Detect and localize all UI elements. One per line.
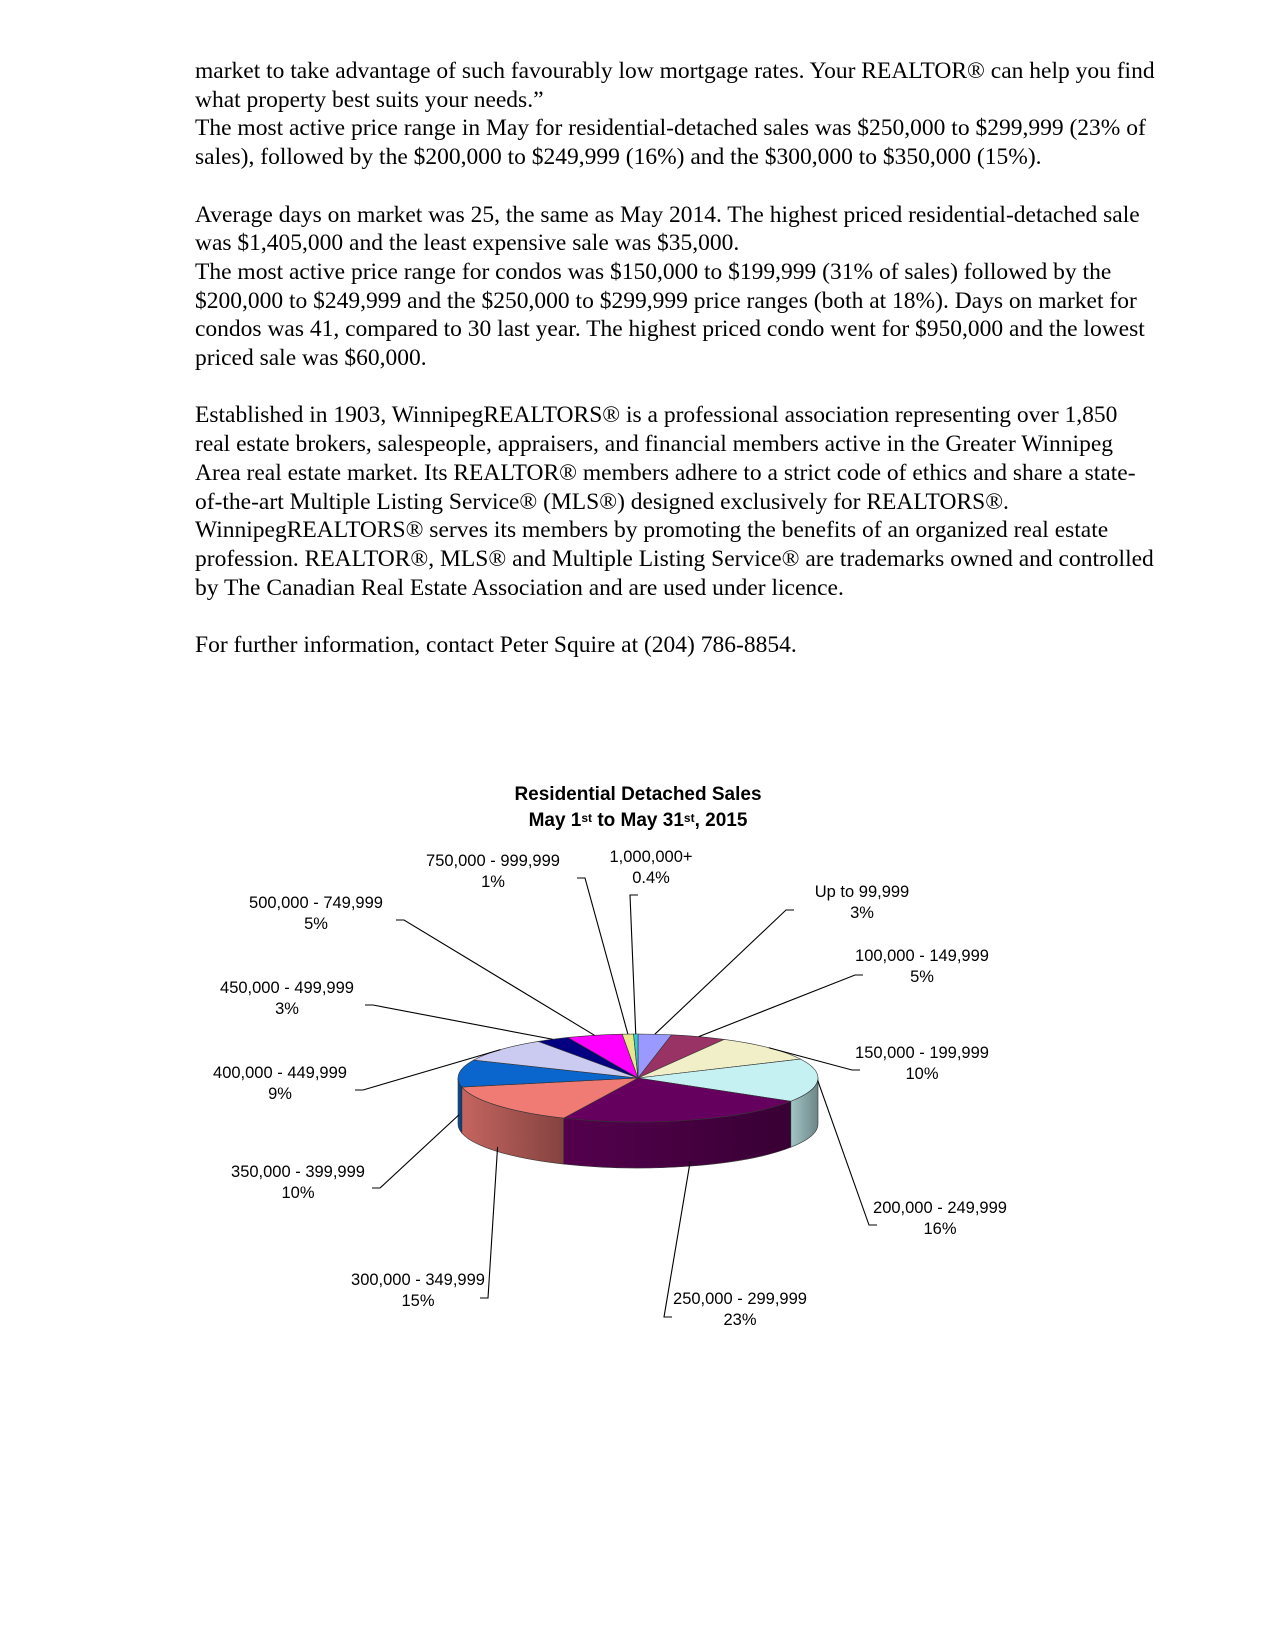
paragraph: Established in 1903, WinnipegREALTORS® is a professional association representing over 1,850 real estate brokers, salespeople, appraisers, and financial members active in the Greater Winnipeg Area real estate market. Its REALTOR® members adhere to a strict code of ethics and share a state-of-the-art Multiple Listing Service® (MLS®) designed exclusively for REALTORS®. WinnipegREALTORS® serves its members by promoting the benefits of an organized real estate profession. REALTOR®, MLS® and Multiple Listing Service® are trademarks owned and controlled by The Canadian Real Estate Association and are used under licence. — [195, 402, 1154, 601]
paragraph: Average days on market was 25, the same as May 2014. The highest priced residential-detached sale was $1,405,000 and the least expensive sale was $35,000. — [195, 201, 1140, 257]
chart-subtitle: May 1st to May 31st, 2015 — [528, 810, 748, 831]
leader-line — [655, 910, 794, 1034]
slice-label: 300,000 - 349,999 — [351, 1271, 485, 1289]
paragraph: The most active price range in May for residential-detached sales was $250,000 to $299,999 (23% of sales), followed by the $200,000 to $249,999 (16%) and the $300,000 to $350,000 (15%). — [195, 115, 1146, 171]
slice-label: 500,000 - 749,999 — [249, 894, 383, 912]
leader-line — [818, 1080, 877, 1225]
slice-value-label: 3% — [275, 1000, 299, 1018]
slice-value-label: 10% — [281, 1184, 315, 1202]
slice-label: Up to 99,999 — [814, 883, 910, 901]
document-body — [195, 57, 1155, 660]
slice-value-label: 3% — [850, 904, 874, 922]
slice-value-label: 9% — [268, 1085, 292, 1103]
residential-detached-pie-chart — [0, 770, 1275, 1390]
slice-label: 150,000 - 199,999 — [855, 1044, 989, 1062]
leader-line — [577, 878, 628, 1034]
leader-line — [396, 920, 595, 1035]
slice-value-label: 5% — [910, 968, 934, 986]
slice-value-label: 23% — [723, 1311, 757, 1329]
slice-value-label: 16% — [923, 1220, 957, 1238]
chart-title: Residential Detached Sales — [514, 784, 762, 805]
slice-label: 350,000 - 399,999 — [231, 1163, 365, 1181]
paragraph: market to take advantage of such favourably low mortgage rates. Your REALTOR® can help you find what property best suits your needs.” — [195, 58, 1155, 113]
slice-label: 1,000,000+ — [609, 848, 693, 866]
leader-line — [372, 1115, 459, 1188]
slice-label: 250,000 - 299,999 — [673, 1290, 807, 1308]
leader-line — [699, 975, 863, 1037]
slice-label: 200,000 - 249,999 — [873, 1199, 1007, 1217]
leader-line — [365, 1005, 553, 1039]
slice-value-label: 15% — [401, 1292, 435, 1310]
paragraph: The most active price range for condos was $150,000 to $199,999 (31% of sales) followed by the $200,000 to $249,999 and the $250,000 to $299,999 price ranges (both at 18%). Days on market for condos was 41, compared to 30 last year. The highest priced condo went for $950,000 and the lowest priced sale was $60,000. — [195, 258, 1145, 372]
pie-top-group — [458, 1034, 818, 1122]
leader-line — [630, 895, 638, 1034]
slice-value-label: 1% — [481, 873, 505, 891]
slice-value-label: 5% — [304, 915, 328, 933]
slice-label: 400,000 - 449,999 — [213, 1064, 347, 1082]
slice-value-label: 0.4% — [632, 869, 670, 887]
slice-label: 450,000 - 499,999 — [220, 979, 354, 997]
slice-label: 750,000 - 999,999 — [426, 852, 560, 870]
slice-label: 100,000 - 149,999 — [855, 947, 989, 965]
chart-title-group — [514, 784, 761, 831]
slice-value-label: 10% — [905, 1065, 939, 1083]
paragraph: For further information, contact Peter Squire at (204) 786-8854. — [195, 632, 797, 659]
